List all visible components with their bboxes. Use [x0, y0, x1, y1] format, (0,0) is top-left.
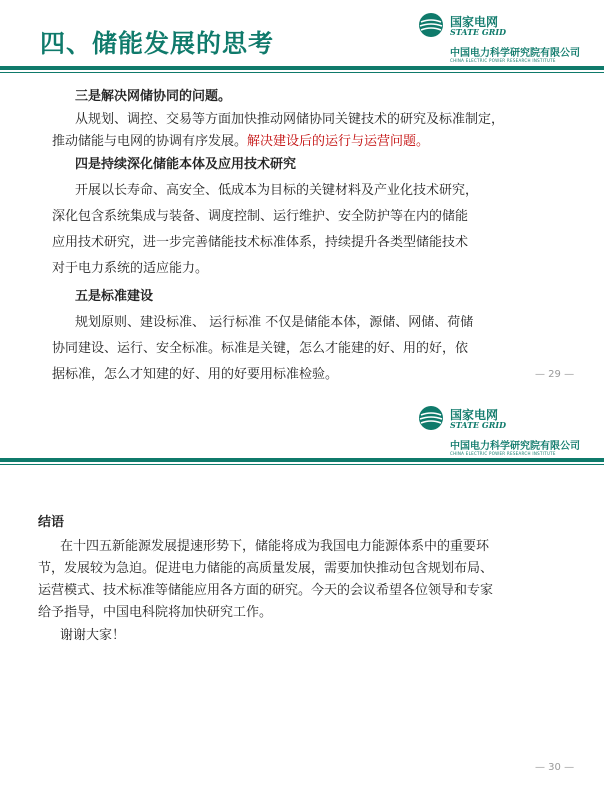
- section-4-line-4: 对于电力系统的适应能力。: [52, 261, 209, 276]
- section-3-highlight: 解决建设后的运行与运营问题。: [247, 134, 430, 149]
- section-4-line-2: 深化包含系统集成与装备、调度控制、运行维护、安全防护等在内的储能: [52, 209, 469, 224]
- state-grid-logo: [418, 405, 598, 455]
- logo-org-en: CHINA ELECTRIC POWER RESEARCH INSTITUTE: [450, 451, 556, 456]
- header-rule-thin: [0, 72, 604, 73]
- logo-en: STATE GRID: [450, 27, 507, 37]
- page-title: 四、储能发展的思考: [40, 29, 275, 58]
- header-rule-thin: [0, 464, 604, 465]
- slide-29: [0, 0, 604, 395]
- logo-org: 中国电力科学研究院有限公司: [450, 441, 580, 452]
- header-rule: [0, 458, 604, 462]
- logo-en: STATE GRID: [450, 420, 507, 430]
- page-number: — 30 —: [535, 762, 575, 773]
- logo-org: 中国电力科学研究院有限公司: [450, 48, 580, 59]
- conclusion-line-2: 节，发展较为急迫。促进电力储能的高质量发展，需要加快推动包含规划布局、: [38, 561, 494, 576]
- conclusion-line-3: 运营模式、技术标准等储能应用各方面的研究。今天的会议希望各位领导和专家: [38, 583, 494, 598]
- section-4-line-1: 开展以长寿命、高安全、低成本为目标的关键材料及产业化技术研究，: [75, 183, 479, 198]
- conclusion-line-4: 给予指导，中国电科院将加快研究工作。: [38, 605, 273, 620]
- state-grid-emblem-icon: [418, 405, 444, 431]
- slide-30: [0, 395, 604, 800]
- conclusion-line-1: 在十四五新能源发展提速形势下，储能将成为我国电力能源体系中的重要环: [60, 539, 490, 554]
- conclusion-thanks: 谢谢大家！: [60, 628, 126, 643]
- section-3-heading: 三是解决网储协同的问题。: [75, 89, 232, 104]
- logo-org-en: CHINA ELECTRIC POWER RESEARCH INSTITUTE: [450, 58, 556, 63]
- conclusion-heading: 结语: [38, 515, 65, 530]
- section-4-heading: 四是持续深化储能本体及应用技术研究: [75, 157, 297, 172]
- state-grid-emblem-icon: [418, 12, 444, 38]
- logo-cn: 国家电网: [450, 15, 499, 29]
- section-5-line-1: 规划原则、建设标准、 运行标准 不仅是储能本体，源储、网储、荷储: [75, 315, 474, 330]
- logo-cn: 国家电网: [450, 408, 499, 422]
- section-3-line-1: 从规划、调控、交易等方面加快推动网储协同关键技术的研究及标准制定，: [75, 112, 505, 127]
- page-number: — 29 —: [535, 369, 575, 380]
- section-3-line-2: [52, 133, 429, 151]
- section-5-line-3: 据标准，怎么才知建的好、用的好要用标准检验。: [52, 367, 339, 382]
- section-5-heading: 五是标准建设: [75, 289, 154, 304]
- section-3-line-2-text: 推动储能与电网的协调有序发展。: [52, 134, 248, 149]
- section-5-line-2: 协同建设、运行、安全标准。标准是关键，怎么才能建的好、用的好，依: [52, 341, 469, 356]
- section-4-line-3: 应用技术研究，进一步完善储能技术标准体系，持续提升各类型储能技术: [52, 235, 469, 250]
- header-rule: [0, 66, 604, 70]
- state-grid-logo: [418, 12, 598, 62]
